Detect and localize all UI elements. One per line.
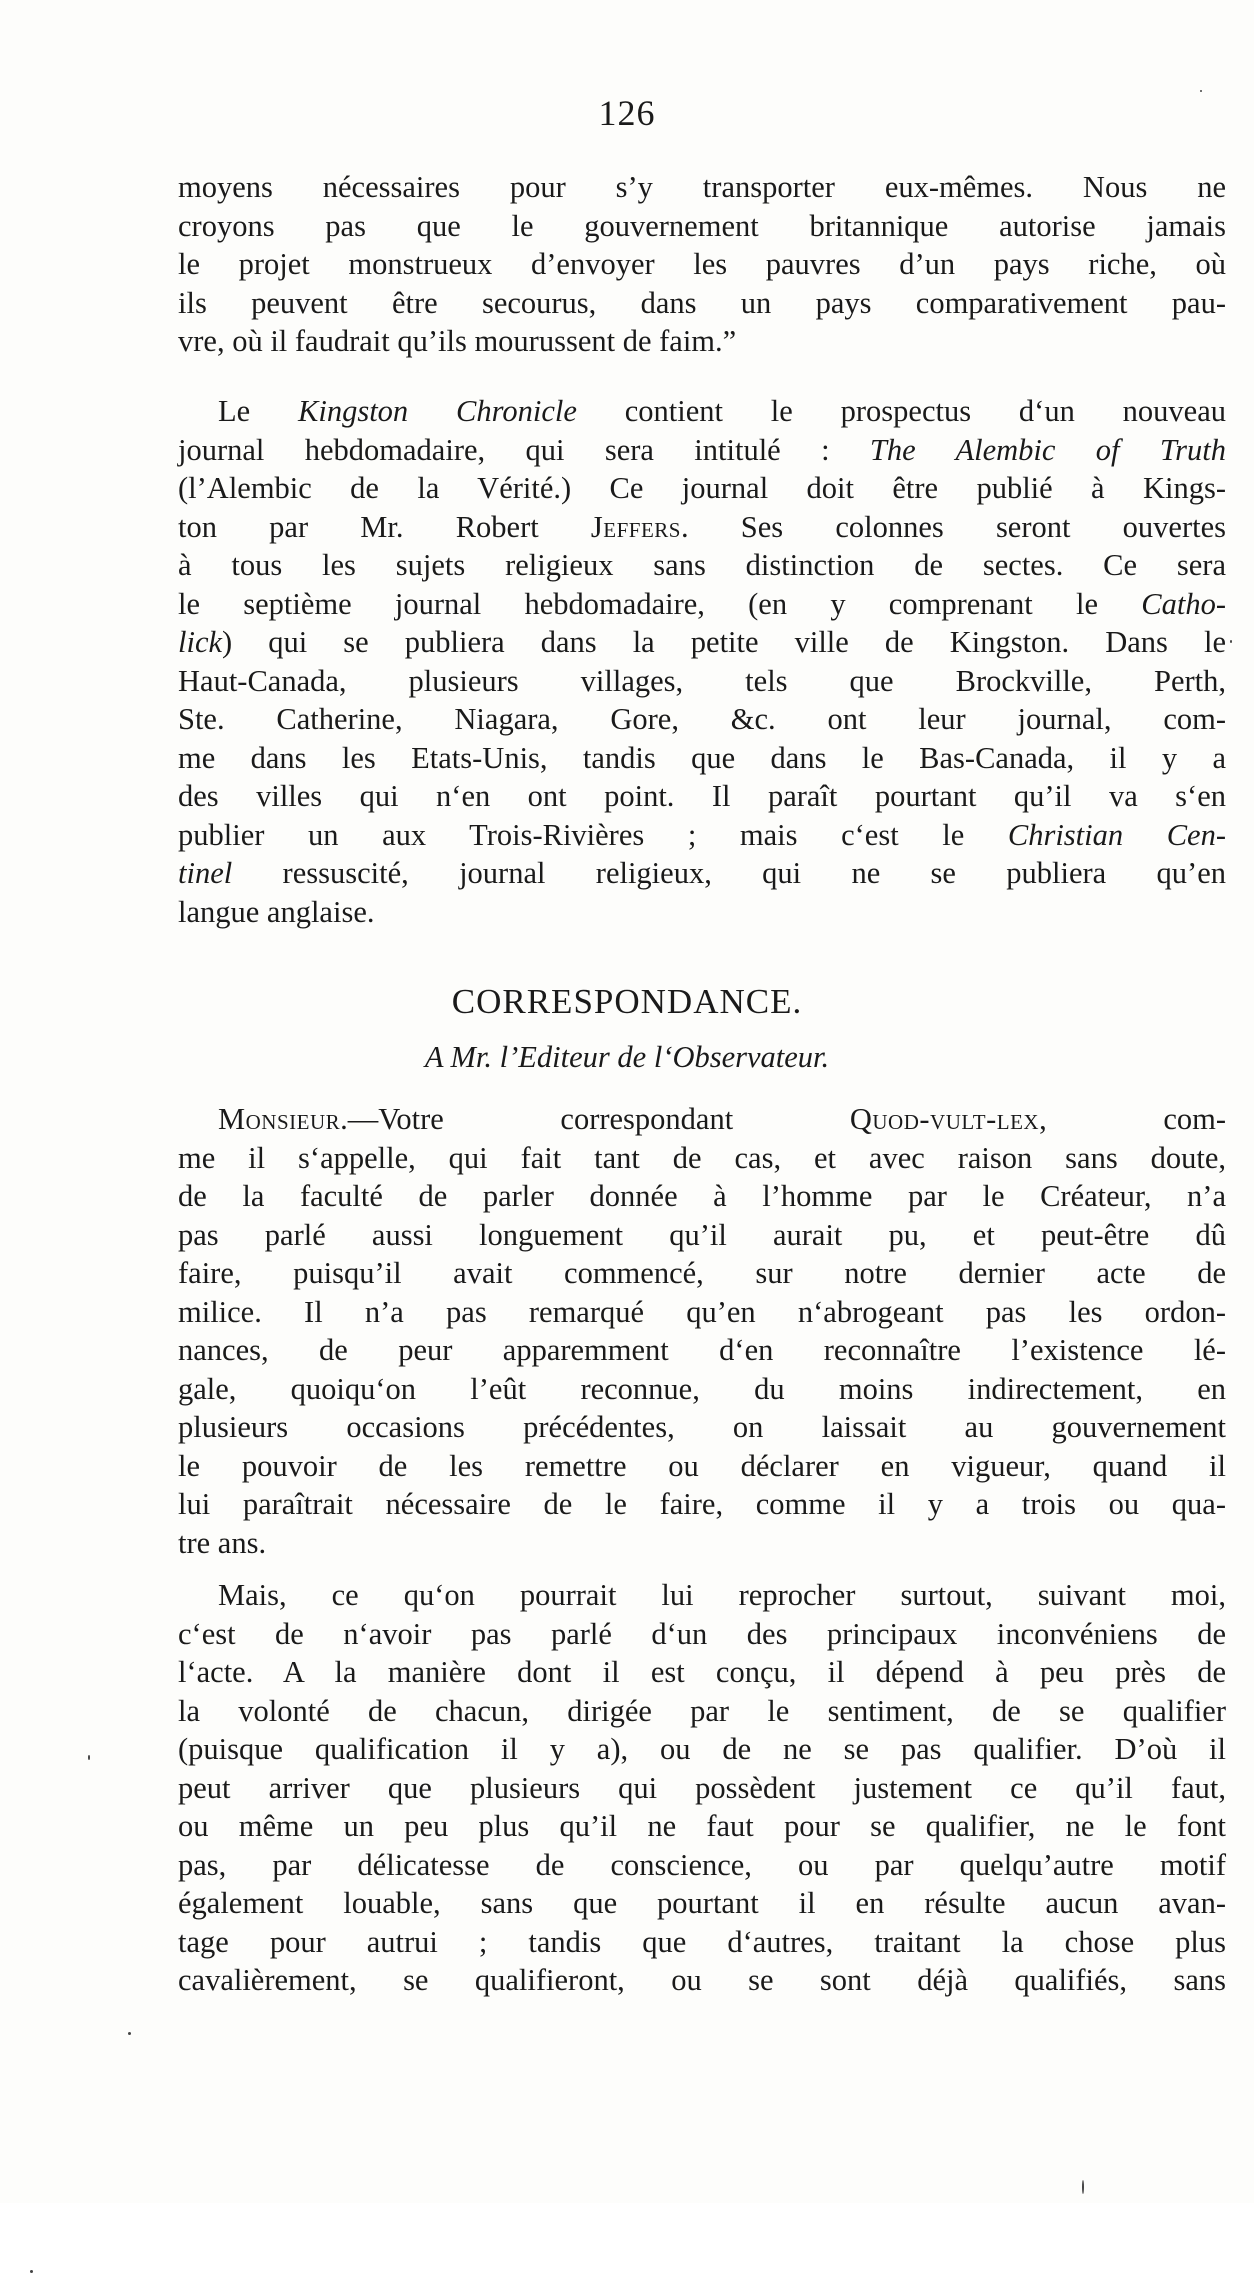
text-line: moyens nécessaires pour s’y transporter eux-mêmes. Nous ne <box>178 170 1226 204</box>
salutation: Monsieur <box>218 1102 341 1136</box>
text-line: peut arriver que plusieurs qui possèdent justement ce qu’il faut, <box>178 1770 1226 1805</box>
text-line: tre ans. <box>178 1525 267 1560</box>
section-heading: CORRESPONDANCE. <box>451 982 803 1021</box>
text-line <box>178 1100 1226 1139</box>
text-line: de la faculté de parler donnée à l’homme par le Créateur, n’a <box>178 1179 1226 1213</box>
text-line: des villes qui n‘en ont point. Il paraît pourtant qu’il va s‘en <box>178 779 1226 813</box>
text-line: la volonté de chacun, dirigée par le sentiment, de se qualifier <box>178 1693 1226 1728</box>
text-line: également louable, sans que pourtant il en résulte aucun avan- <box>178 1886 1226 1920</box>
text-line: pas, par délicatesse de conscience, ou par quelqu’autre motif <box>178 1847 1226 1882</box>
section-subheading: A Mr. l’Editeur de l‘Observateur. <box>424 1040 830 1074</box>
text-line <box>178 431 1226 470</box>
text-line <box>178 508 1226 547</box>
text-line: (l’Alembic de la Vérité.) Ce journal doit être publié à Kings- <box>178 471 1226 505</box>
text-line <box>178 585 1226 624</box>
text-line: Mais, ce qu‘on pourrait lui reprocher surtout, suivant moi, <box>218 1578 1226 1612</box>
text-run: .—Votre correspondant <box>340 1102 850 1136</box>
text-line: l‘acte. A la manière dont il est conçu, il dépend à peu près de <box>178 1655 1226 1689</box>
paragraph-letter-opening <box>178 1100 1226 1562</box>
text-line <box>178 854 1226 893</box>
text-line: le pouvoir de les remettre ou déclarer en vigueur, quand il <box>178 1448 1226 1483</box>
page-number: 126 <box>598 93 656 133</box>
text-line: plusieurs occasions précédentes, on laissait au gouvernement <box>178 1410 1226 1444</box>
text-run: ressuscité, journal religieux, qui ne se publiera qu’en <box>232 856 1226 890</box>
paragraph-emigration-end <box>178 168 1226 361</box>
text-line: ils peuvent être secourus, dans un pays comparativement pau- <box>178 285 1226 320</box>
text-run: , com- <box>1039 1102 1227 1136</box>
text-run: Le <box>218 394 299 428</box>
text-run: ) qui se publiera dans la petite ville de Kingston. Dans le <box>222 625 1226 659</box>
text-line: cavalièrement, se qualifieront, ou se sont déjà qualifiés, sans <box>178 1963 1226 1997</box>
paragraph-letter-body <box>178 1576 1226 2000</box>
text-line: nances, de peur apparemment d‘en reconnaître l’existence lé- <box>178 1333 1226 1367</box>
text-line: gale, quoiqu‘on l’eût reconnue, du moins indirectement, en <box>178 1371 1226 1406</box>
text-line: lui paraîtrait nécessaire de le faire, comme il y a trois ou qua- <box>178 1487 1226 1521</box>
paragraph-kingston-chronicle <box>178 392 1226 931</box>
text-line: (puisque qualification il y a), ou de ne se pas qualifier. D’où il <box>178 1732 1226 1766</box>
text-run: ton par Mr. Robert <box>178 509 591 544</box>
text-line: Haut-Canada, plusieurs villages, tels que Brockville, Perth, <box>178 663 1226 698</box>
text-line <box>178 392 1226 431</box>
text-line: milice. Il n’a pas remarqué qu’en n‘abrogeant pas les ordon- <box>178 1294 1226 1329</box>
text-line: me dans les Etats-Unis, tandis que dans le Bas-Canada, il y a <box>178 740 1226 775</box>
newspaper-title: tinel <box>178 856 233 890</box>
text-line: c‘est de n‘avoir pas parlé d‘un des principaux inconvéniens de <box>178 1616 1226 1651</box>
text-line <box>178 816 1226 855</box>
scan-speck <box>88 1755 90 1760</box>
text-run: journal hebdomadaire, qui sera intitulé : <box>178 432 870 467</box>
text-run: . Ses colonnes seront ouvertes <box>680 509 1226 544</box>
scan-speck <box>1230 640 1232 643</box>
text-line: Ste. Catherine, Niagara, Gore, &c. ont leur journal, com- <box>178 702 1226 736</box>
text-line: vre, où il faudrait qu’ils mourussent de faim.” <box>178 324 737 358</box>
text-run: le septième journal hebdomadaire, (en y comprenant le <box>178 586 1142 621</box>
text-line: me il s‘appelle, qui fait tant de cas, et avec raison sans doute, <box>178 1140 1226 1175</box>
text-run: publier un aux Trois-Rivières ; mais c‘est le <box>178 817 1008 852</box>
newspaper-title: Kingston Chronicle <box>298 394 577 428</box>
newspaper-title: lick <box>178 625 223 659</box>
newspaper-title: Catho- <box>1141 586 1226 621</box>
text-line: pas parlé aussi longuement qu’il aurait pu, et peut-être dû <box>178 1217 1226 1252</box>
newspaper-title: The Alembic of Truth <box>869 432 1226 467</box>
scan-speck <box>1082 2180 1084 2194</box>
scan-speck <box>1200 90 1202 92</box>
newspaper-title: Christian Cen- <box>1007 817 1226 852</box>
text-line: langue anglaise. <box>178 894 375 929</box>
text-line: le projet monstrueux d’envoyer les pauvres d’un pays riche, où <box>178 247 1226 281</box>
person-name: Jeffers <box>590 509 681 544</box>
text-line: à tous les sujets religieux sans distinction de sectes. Ce sera <box>178 548 1226 582</box>
text-line: ou même un peu plus qu’il ne faut pour se qualifier, ne le font <box>178 1809 1226 1843</box>
scan-speck <box>128 2032 131 2035</box>
text-line: faire, puisqu’il avait commencé, sur notre dernier acte de <box>178 1256 1226 1290</box>
text-line: tage pour autrui ; tandis que d‘autres, traitant la chose plus <box>178 1924 1226 1959</box>
pseudonym: Quod-vult-lex <box>849 1102 1040 1136</box>
text-run: contient le prospectus d‘un nouveau <box>576 394 1227 428</box>
text-line <box>178 623 1226 662</box>
text-line: croyons pas que le gouvernement britannique autorise jamais <box>178 208 1226 243</box>
